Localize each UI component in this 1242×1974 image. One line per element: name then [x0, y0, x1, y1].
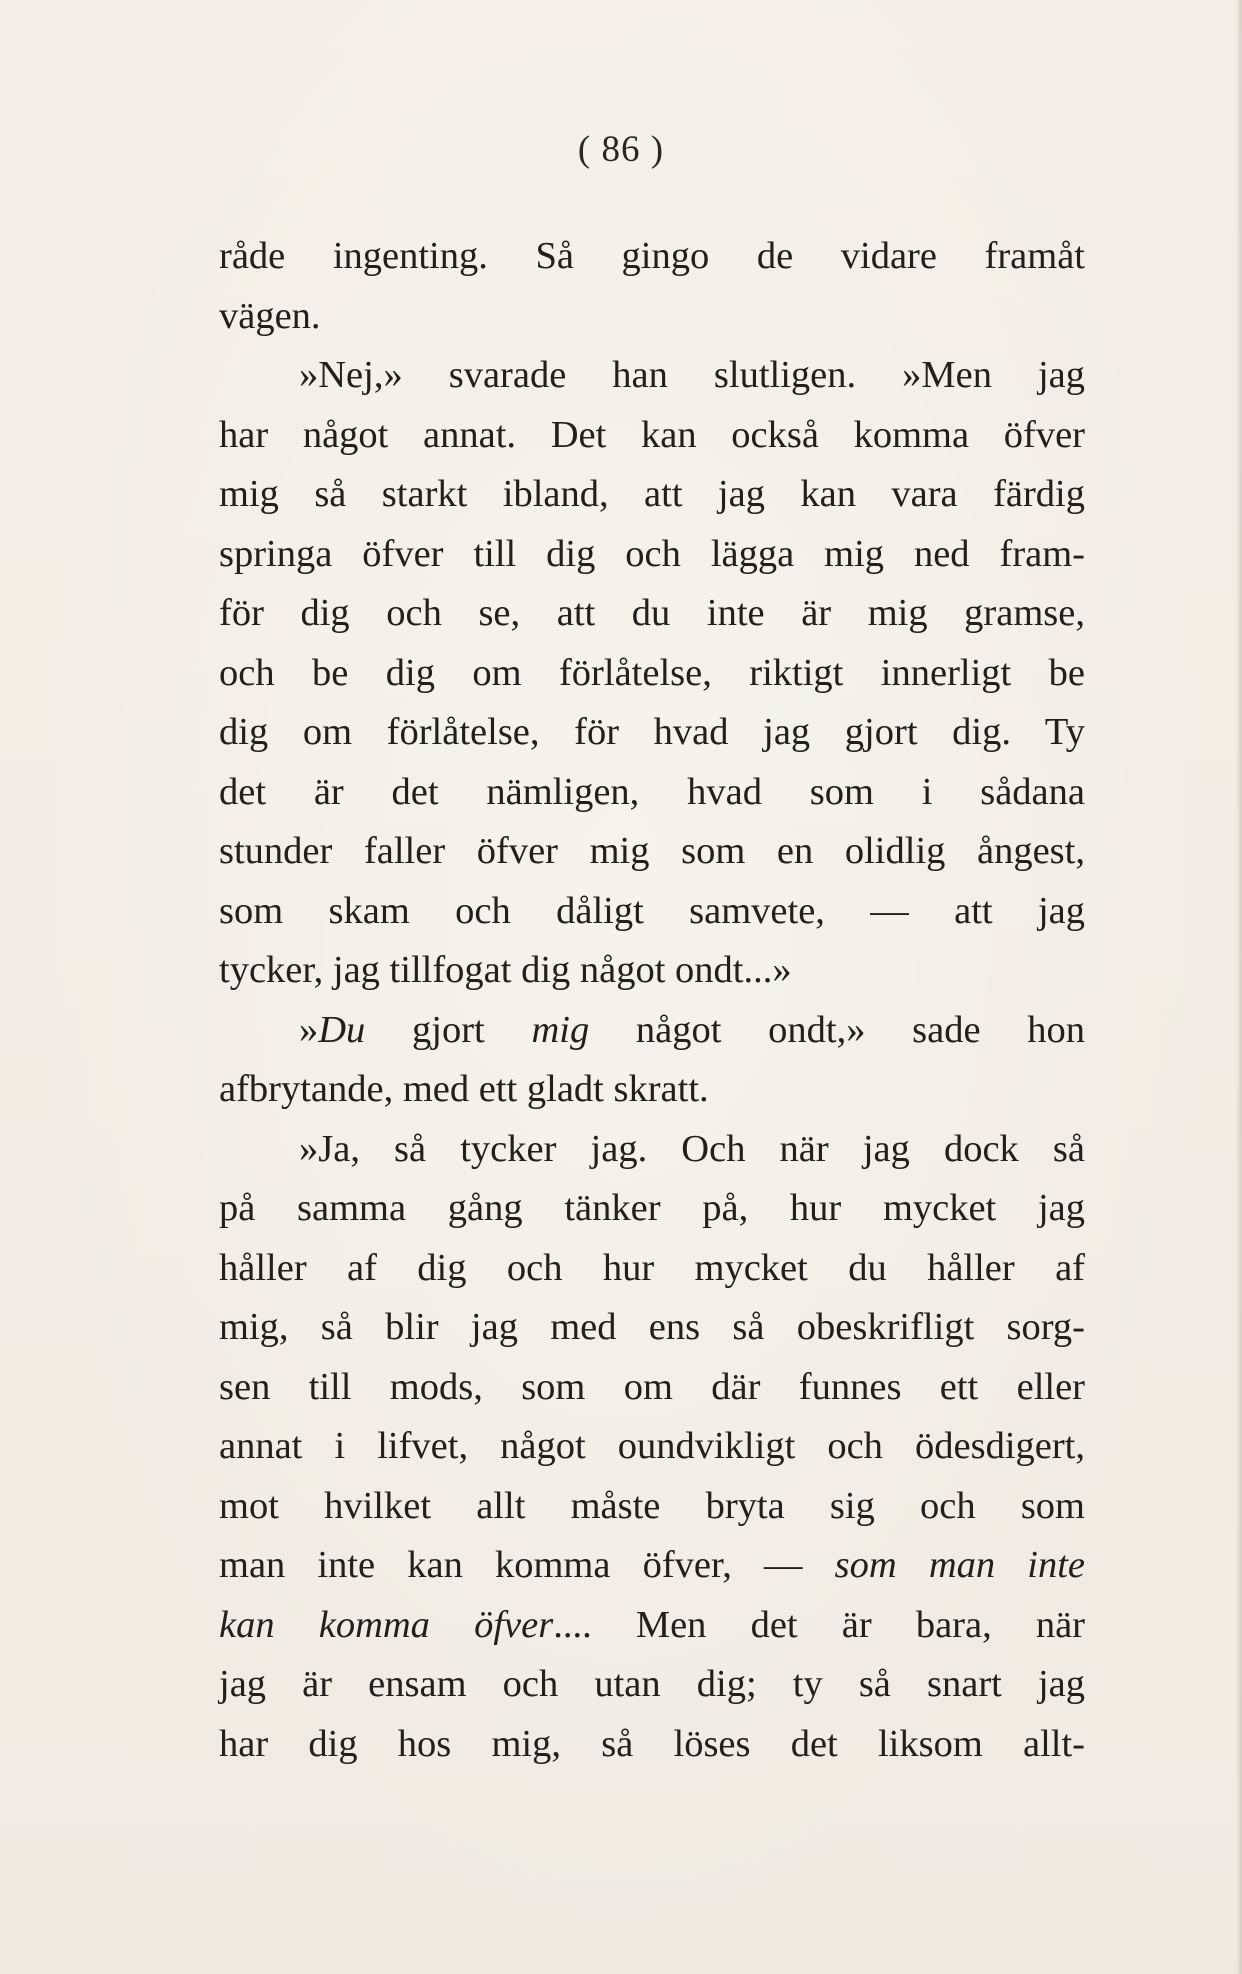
text-segment: jag är ensam och utan dig; ty så snart jag	[219, 1663, 1085, 1705]
text-line	[219, 1120, 1085, 1180]
text-segment: det är det nämligen, hvad som i sådana	[219, 770, 1085, 813]
text-segment: mig så starkt ibland, att jag kan vara färdig	[219, 473, 1085, 515]
text-line	[219, 1596, 1085, 1656]
text-line	[219, 1655, 1085, 1715]
italic-text: Du	[318, 1008, 366, 1051]
text-segment: springa öfver till dig och lägga mig ned fram-	[219, 532, 1085, 575]
text-segment: håller af dig och hur mycket du håller af	[219, 1246, 1085, 1289]
text-line	[219, 1477, 1085, 1537]
text-segment: mot hvilket allt måste bryta sig och som	[219, 1484, 1085, 1527]
text-line	[219, 703, 1085, 763]
text-segment: gjort	[365, 1008, 532, 1051]
text-segment: stunder faller öfver mig som en olidlig ångest,	[219, 830, 1085, 872]
page-edge-shadow	[1236, 0, 1242, 1974]
text-line	[219, 644, 1085, 704]
text-segment: tycker, jag tillfogat dig något ondt...»	[219, 949, 792, 991]
text-segment: afbrytande, med ett gladt skratt.	[219, 1068, 709, 1110]
text-line	[219, 584, 1085, 644]
text-line	[219, 763, 1085, 823]
text-line	[219, 1536, 1085, 1596]
page-number: ( 86 )	[577, 129, 665, 170]
text-segment: »Ja, så tycker jag. Och när jag dock så	[299, 1127, 1085, 1170]
text-line	[219, 1715, 1085, 1775]
text-segment: .... Men det är bara, när	[553, 1603, 1086, 1646]
text-line	[219, 525, 1085, 585]
text-line	[219, 941, 1085, 1001]
text-line	[219, 1417, 1085, 1477]
text-segment: något ondt,» sade hon	[589, 1008, 1086, 1051]
text-line	[219, 1060, 1085, 1120]
italic-text: mig	[531, 1008, 590, 1051]
text-segment: man inte kan komma öfver, —	[219, 1544, 835, 1586]
text-line	[219, 822, 1085, 882]
text-line	[219, 1358, 1085, 1418]
text-segment: för dig och se, att du inte är mig gramse,	[219, 592, 1085, 634]
text-segment: har dig hos mig, så löses det liksom allt-	[219, 1722, 1085, 1765]
text-line	[219, 346, 1085, 406]
body-text	[219, 227, 1085, 1774]
text-line	[219, 227, 1085, 287]
text-segment: som skam och dåligt samvete, — att jag	[219, 889, 1085, 932]
text-segment: och be dig om förlåtelse, riktigt innerligt be	[219, 651, 1085, 694]
text-segment: sen till mods, som om där funnes ett eller	[219, 1365, 1085, 1408]
text-segment: annat i lifvet, något oundvikligt och ödesdigert,	[219, 1425, 1085, 1467]
italic-text: som man inte	[834, 1544, 1085, 1586]
text-line	[219, 406, 1085, 466]
text-line	[219, 1001, 1085, 1061]
text-segment: råde ingenting. Så gingo de vidare framåt	[219, 235, 1085, 277]
text-line	[219, 1179, 1085, 1239]
text-segment: har något annat. Det kan också komma öfver	[219, 413, 1085, 456]
text-line	[219, 465, 1085, 525]
text-segment: vägen.	[219, 294, 321, 337]
text-segment: »Nej,» svarade han slutligen. »Men jag	[299, 354, 1085, 396]
text-segment: dig om förlåtelse, för hvad jag gjort dig. Ty	[219, 711, 1085, 753]
text-segment: »	[299, 1008, 319, 1051]
text-segment: på samma gång tänker på, hur mycket jag	[219, 1187, 1085, 1229]
text-line	[219, 1298, 1085, 1358]
italic-text: kan komma öfver	[219, 1603, 554, 1646]
text-segment: mig, så blir jag med ens så obeskrifligt sorg-	[219, 1306, 1085, 1348]
text-line	[219, 882, 1085, 942]
text-line	[219, 1239, 1085, 1299]
text-line	[219, 287, 1085, 347]
